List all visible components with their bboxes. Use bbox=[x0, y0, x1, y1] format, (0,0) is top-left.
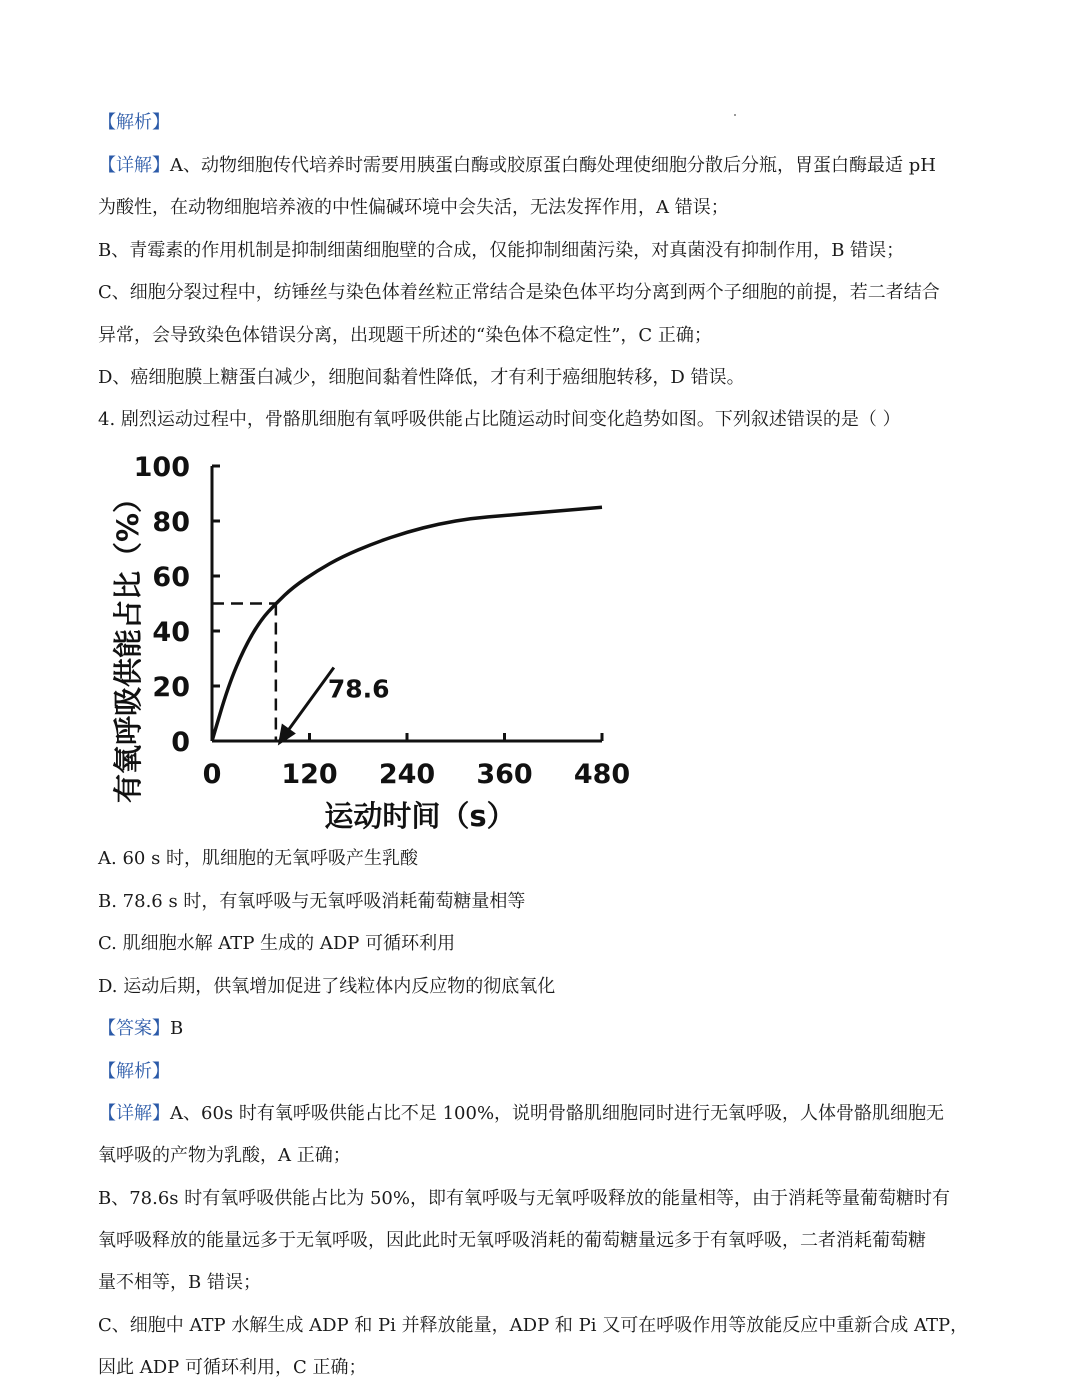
x-tick-label: 0 bbox=[202, 759, 222, 790]
text-line: 因此 ADP 可循环利用，C 正确； bbox=[98, 1357, 367, 1378]
y-tick-label: 100 bbox=[133, 452, 190, 483]
y-tick-label: 0 bbox=[171, 727, 190, 758]
detail-tag: 【详解】 bbox=[98, 1103, 170, 1124]
answer-value: B bbox=[170, 1018, 184, 1039]
text-line: 量不相等，B 错误； bbox=[98, 1272, 261, 1293]
annotation-arrow bbox=[286, 668, 334, 734]
annotation-label: 78.6 bbox=[327, 674, 390, 704]
answer-line bbox=[98, 1017, 988, 1041]
text-line: C、细胞分裂过程中，纺锤丝与染色体着丝粒正常结合是染色体平均分离到两个子细胞的前提，若二者结合 bbox=[98, 282, 940, 303]
x-tick-label: 360 bbox=[476, 759, 533, 790]
y-tick-label: 20 bbox=[152, 672, 190, 703]
answer-tag: 【答案】 bbox=[98, 1018, 170, 1039]
x-tick-label: 240 bbox=[378, 759, 436, 790]
text-line: 为酸性，在动物细胞培养液的中性偏碱环境中会失活，无法发挥作用，A 错误； bbox=[98, 197, 729, 218]
question-stem: 4. 剧烈运动过程中，骨骼肌细胞有氧呼吸供能占比随运动时间变化趋势如图。下列叙述错误的是（ ） bbox=[98, 409, 901, 430]
y-axis-label: 有氧呼吸供能占比（%） bbox=[111, 483, 145, 804]
option-d: D. 运动后期，供氧增加促进了线粒体内反应物的彻底氧化 bbox=[98, 976, 556, 997]
analysis-tag: 【解析】 bbox=[98, 112, 170, 133]
text-line: A、动物细胞传代培养时需要用胰蛋白酶或胶原蛋白酶处理使细胞分散后分瓶，胃蛋白酶最适 pH bbox=[170, 155, 936, 176]
text-line: B、青霉素的作用机制是抑制细菌细胞壁的合成，仅能抑制细菌污染，对真菌没有抑制作用，B 错误； bbox=[98, 240, 905, 261]
analysis-tag: 【解析】 bbox=[98, 1061, 170, 1082]
text-line: 异常，会导致染色体错误分离，出现题干所述的“染色体不稳定性”，C 正确； bbox=[98, 325, 712, 346]
chart-svg bbox=[100, 442, 660, 838]
text-line: C、细胞中 ATP 水解生成 ADP 和 Pi 并释放能量，ADP 和 Pi 又可在呼吸作用等放能反应中重新合成 ATP， bbox=[98, 1315, 969, 1336]
x-tick-label: 480 bbox=[573, 759, 631, 790]
x-tick-label: 120 bbox=[281, 759, 338, 790]
text-line: A、60s 时有氧呼吸供能占比不足 100%，说明骨骼肌细胞同时进行无氧呼吸，人体骨骼肌细胞无 bbox=[170, 1103, 945, 1124]
line-chart bbox=[100, 442, 660, 838]
x-axis-label: 运动时间（s） bbox=[324, 799, 516, 833]
option-b: B. 78.6 s 时，有氧呼吸与无氧呼吸消耗葡萄糖量相等 bbox=[98, 891, 526, 912]
detail-tag: 【详解】 bbox=[98, 155, 170, 176]
y-tick-label: 60 bbox=[152, 562, 190, 593]
y-tick-label: 80 bbox=[152, 507, 190, 538]
text-line: 氧呼吸释放的能量远多于无氧呼吸，因此此时无氧呼吸消耗的葡萄糖量远多于有氧呼吸，二者消耗葡萄糖 bbox=[98, 1230, 926, 1251]
text-line: 氧呼吸的产物为乳酸，A 正确； bbox=[98, 1145, 351, 1166]
option-c: C. 肌细胞水解 ATP 生成的 ADP 可循环利用 bbox=[98, 933, 456, 954]
y-tick-label: 40 bbox=[152, 617, 190, 648]
text-line: B、78.6s 时有氧呼吸供能占比为 50%，即有氧呼吸与无氧呼吸释放的能量相等，由于消耗等量葡萄糖时有 bbox=[98, 1188, 950, 1209]
detail-paragraph-line bbox=[98, 1102, 988, 1126]
detail-paragraph-line bbox=[98, 154, 988, 178]
series-line bbox=[212, 507, 602, 741]
option-a: A. 60 s 时，肌细胞的无氧呼吸产生乳酸 bbox=[98, 848, 419, 869]
text-line: D、癌细胞膜上糖蛋白减少，细胞间黏着性降低，才有利于癌细胞转移，D 错误。 bbox=[98, 367, 745, 388]
